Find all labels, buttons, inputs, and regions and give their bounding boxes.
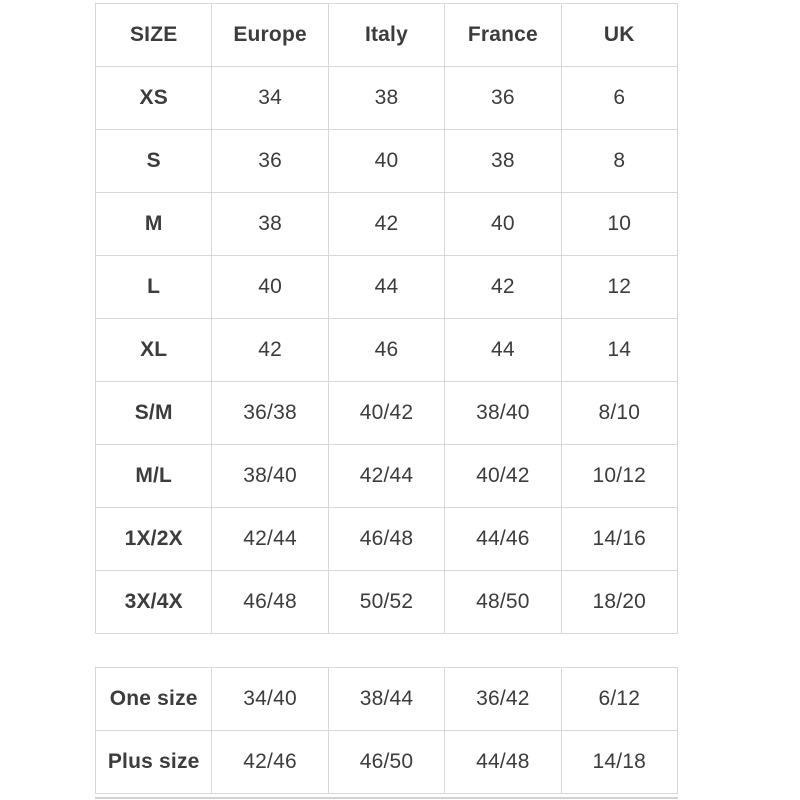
- size-cell: S: [96, 130, 212, 193]
- value-cell: 38/40: [445, 382, 561, 445]
- value-cell: 36: [212, 130, 328, 193]
- value-cell: 44/48: [445, 731, 561, 794]
- value-cell: 40: [328, 130, 444, 193]
- value-cell: 46: [328, 319, 444, 382]
- table-row: [96, 319, 678, 382]
- header-cell: Europe: [212, 4, 328, 67]
- value-cell: 38/44: [328, 668, 444, 731]
- header-cell: SIZE: [96, 4, 212, 67]
- table-row: [96, 731, 678, 794]
- value-cell: 14: [561, 319, 677, 382]
- table-row: [96, 382, 678, 445]
- header-cell: Italy: [328, 4, 444, 67]
- size-cell: XL: [96, 319, 212, 382]
- value-cell: 34: [212, 67, 328, 130]
- special-size-table-body: [96, 668, 678, 794]
- value-cell: 12: [561, 256, 677, 319]
- header-cell: UK: [561, 4, 677, 67]
- header-cell: France: [445, 4, 561, 67]
- value-cell: 14/18: [561, 731, 677, 794]
- value-cell: 44/46: [445, 508, 561, 571]
- table-row: [96, 256, 678, 319]
- size-cell: L: [96, 256, 212, 319]
- value-cell: 42: [212, 319, 328, 382]
- size-table-body: [96, 67, 678, 634]
- value-cell: 38: [328, 67, 444, 130]
- value-cell: 46/50: [328, 731, 444, 794]
- size-cell: 1X/2X: [96, 508, 212, 571]
- value-cell: 10/12: [561, 445, 677, 508]
- table-row: [96, 445, 678, 508]
- value-cell: 40/42: [328, 382, 444, 445]
- value-cell: 38: [212, 193, 328, 256]
- table-row: [96, 571, 678, 634]
- value-cell: 10: [561, 193, 677, 256]
- size-cell: Plus size: [96, 731, 212, 794]
- size-cell: One size: [96, 668, 212, 731]
- value-cell: 50/52: [328, 571, 444, 634]
- header-row: [96, 4, 678, 67]
- value-cell: 18/20: [561, 571, 677, 634]
- size-cell: 3X/4X: [96, 571, 212, 634]
- table-row: [96, 508, 678, 571]
- value-cell: 36/38: [212, 382, 328, 445]
- value-cell: 46/48: [212, 571, 328, 634]
- value-cell: 44: [328, 256, 444, 319]
- size-conversion-table: [95, 3, 678, 634]
- value-cell: 42/46: [212, 731, 328, 794]
- value-cell: 42: [445, 256, 561, 319]
- value-cell: 40/42: [445, 445, 561, 508]
- table-row: [96, 193, 678, 256]
- value-cell: 48/50: [445, 571, 561, 634]
- value-cell: 36/42: [445, 668, 561, 731]
- size-cell: M/L: [96, 445, 212, 508]
- value-cell: 38: [445, 130, 561, 193]
- value-cell: 38/40: [212, 445, 328, 508]
- value-cell: 44: [445, 319, 561, 382]
- size-table-head: [96, 4, 678, 67]
- special-size-table: [95, 667, 678, 794]
- value-cell: 40: [212, 256, 328, 319]
- next-section-top-border: [95, 797, 678, 799]
- value-cell: 42/44: [328, 445, 444, 508]
- value-cell: 42/44: [212, 508, 328, 571]
- size-cell: M: [96, 193, 212, 256]
- value-cell: 14/16: [561, 508, 677, 571]
- value-cell: 34/40: [212, 668, 328, 731]
- table-row: [96, 668, 678, 731]
- value-cell: 8/10: [561, 382, 677, 445]
- value-cell: 6: [561, 67, 677, 130]
- value-cell: 8: [561, 130, 677, 193]
- size-cell: XS: [96, 67, 212, 130]
- size-cell: S/M: [96, 382, 212, 445]
- value-cell: 40: [445, 193, 561, 256]
- value-cell: 46/48: [328, 508, 444, 571]
- value-cell: 36: [445, 67, 561, 130]
- table-row: [96, 67, 678, 130]
- table-row: [96, 130, 678, 193]
- value-cell: 42: [328, 193, 444, 256]
- value-cell: 6/12: [561, 668, 677, 731]
